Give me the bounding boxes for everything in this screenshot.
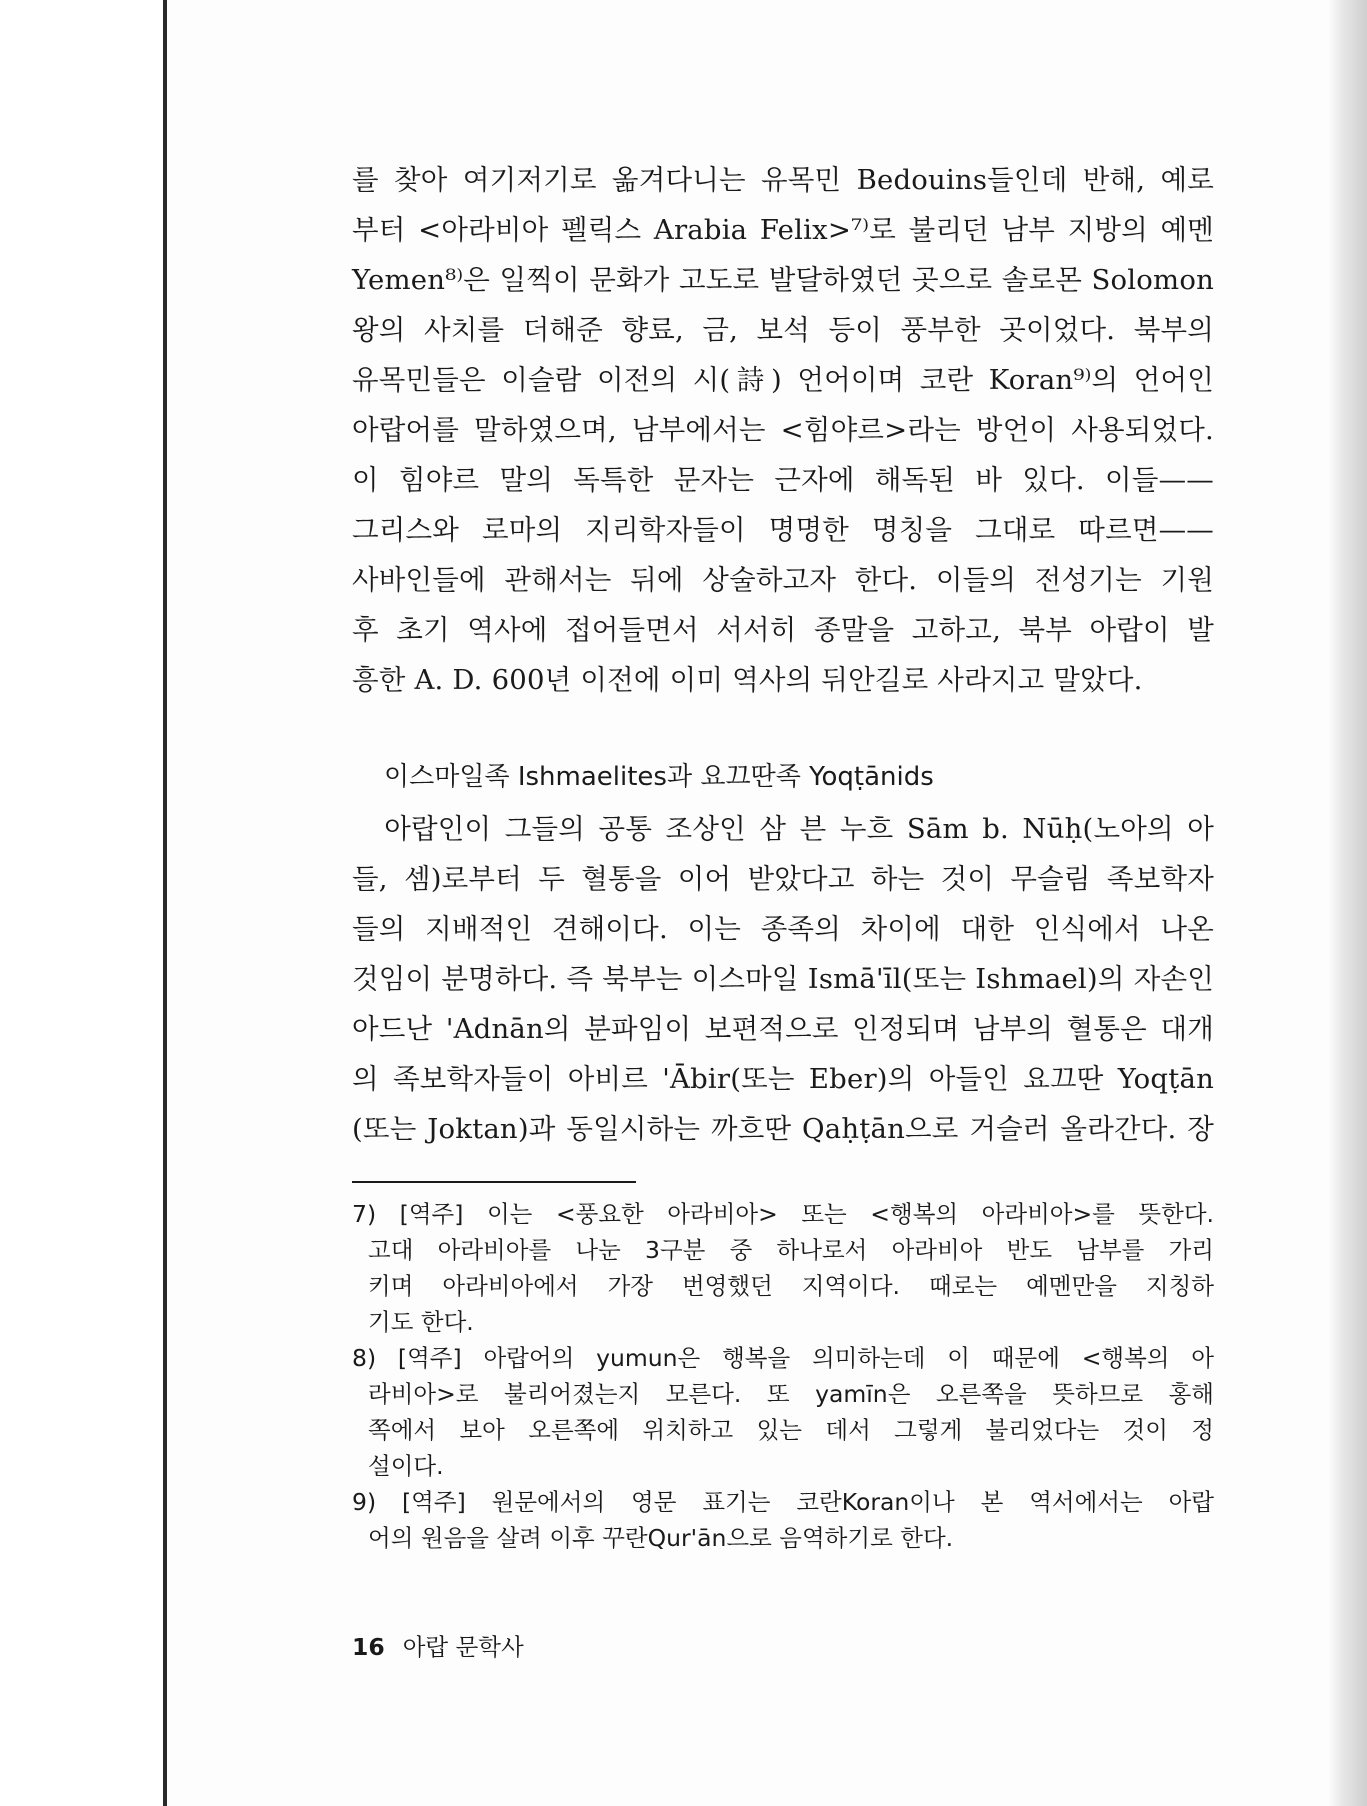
footnote-line: 키며 아라비아에서 가장 번영했던 지역이다. 때로는 예멘만을 지칭하	[368, 1272, 1214, 1300]
text-line: 유목민들은 이슬람 이전의 시(詩) 언어이며 코란 Koran⁹⁾의 언어인	[352, 364, 1214, 396]
text-line: 들의 지배적인 견해이다. 이는 종족의 차이에 대한 인식에서 나온	[352, 913, 1214, 945]
footnote-line: 9) [역주] 원문에서의 영문 표기는 코란Koran이나 본 역서에서는 아랍	[352, 1488, 1214, 1516]
text-line: 부터 <아라비아 펠릭스 Arabia Felix>⁷⁾로 불리던 남부 지방의 예멘	[352, 214, 1214, 246]
text-line: 이 힘야르 말의 독특한 문자는 근자에 해독된 바 있다. 이들——	[352, 464, 1214, 496]
footnote-separator	[352, 1181, 636, 1183]
section-heading: 이스마일족 Ishmaelites과 요끄딴족 Yoqṭānids	[384, 762, 934, 792]
text-line: (또는 Joktan)과 동일시하는 까흐딴 Qaḥṭān으로 거슬러 올라간다. 장	[352, 1113, 1214, 1145]
text-line: 를 찾아 여기저기로 옮겨다니는 유목민 Bedouins들인데 반해, 예로	[352, 164, 1214, 196]
footnote-line: 고대 아라비아를 나눈 3구분 중 하나로서 아라비아 반도 남부를 가리	[368, 1236, 1214, 1264]
text-line: 것임이 분명하다. 즉 북부는 이스마일 Ismā'īl(또는 Ishmael)의 자손인	[352, 963, 1214, 995]
footnote-line: 7) [역주] 이는 <풍요한 아라비아> 또는 <행복의 아라비아>를 뜻한다.	[352, 1200, 1214, 1228]
footnote-8	[352, 1340, 1214, 1484]
page-footer	[352, 1628, 524, 1662]
footnote-line: 어의 원음을 살려 이후 꾸란Qur'ān으로 음역하기로 한다.	[368, 1524, 954, 1552]
text-line: 흥한 A. D. 600년 이전에 이미 역사의 뒤안길로 사라지고 말았다.	[352, 664, 1143, 696]
footnote-line: 기도 한다.	[368, 1308, 474, 1336]
paragraph-2	[352, 804, 1214, 1154]
scan-margin-left	[0, 0, 163, 1806]
text-line: 들, 셈)로부터 두 혈통을 이어 받았다고 하는 것이 무슬림 족보학자	[352, 863, 1214, 895]
text-line: 아랍어를 말하였으며, 남부에서는 <힘야르>라는 방언이 사용되었다.	[352, 414, 1214, 446]
page-number: 16	[352, 1633, 385, 1661]
footnote-line: 8) [역주] 아랍어의 yumun은 행복을 의미하는데 이 때문에 <행복의 아	[352, 1344, 1214, 1372]
text-line: 사바인들에 관해서는 뒤에 상술하고자 한다. 이들의 전성기는 기원	[352, 564, 1214, 596]
text-line: 의 족보학자들이 아비르 'Ābir(또는 Eber)의 아들인 요끄딴 Yoqṭān	[352, 1063, 1214, 1095]
footnote-9	[352, 1484, 1214, 1556]
footnote-7	[352, 1196, 1214, 1340]
text-line: 그리스와 로마의 지리학자들이 명명한 명칭을 그대로 따르면——	[352, 514, 1214, 546]
running-title: 아랍 문학사	[402, 1633, 524, 1661]
text-line: 후 초기 역사에 접어들면서 서서히 종말을 고하고, 북부 아랍이 발	[352, 614, 1214, 646]
text-line: Yemen⁸⁾은 일찍이 문화가 고도로 발달하였던 곳으로 솔로몬 Solomon	[352, 264, 1214, 296]
text-line: 아드난 'Adnān의 분파임이 보편적으로 인정되며 남부의 혈통은 대개	[352, 1013, 1214, 1045]
text-line: 왕의 사치를 더해준 향료, 금, 보석 등이 풍부한 곳이었다. 북부의	[352, 314, 1214, 346]
footnote-line: 설이다.	[368, 1452, 444, 1480]
page-shadow-right	[1327, 0, 1367, 1806]
footnote-line: 라비아>로 불리어졌는지 모른다. 또 yamīn은 오른쪽을 뜻하므로 홍해	[368, 1380, 1214, 1408]
paragraph-1	[352, 155, 1214, 705]
footnote-line: 쪽에서 보아 오른쪽에 위치하고 있는 데서 그렇게 불리었다는 것이 정	[368, 1416, 1214, 1444]
footnotes	[352, 1196, 1214, 1556]
text-line: 아랍인이 그들의 공통 조상인 삼 븐 누흐 Sām b. Nūḥ(노아의 아	[352, 813, 1214, 845]
